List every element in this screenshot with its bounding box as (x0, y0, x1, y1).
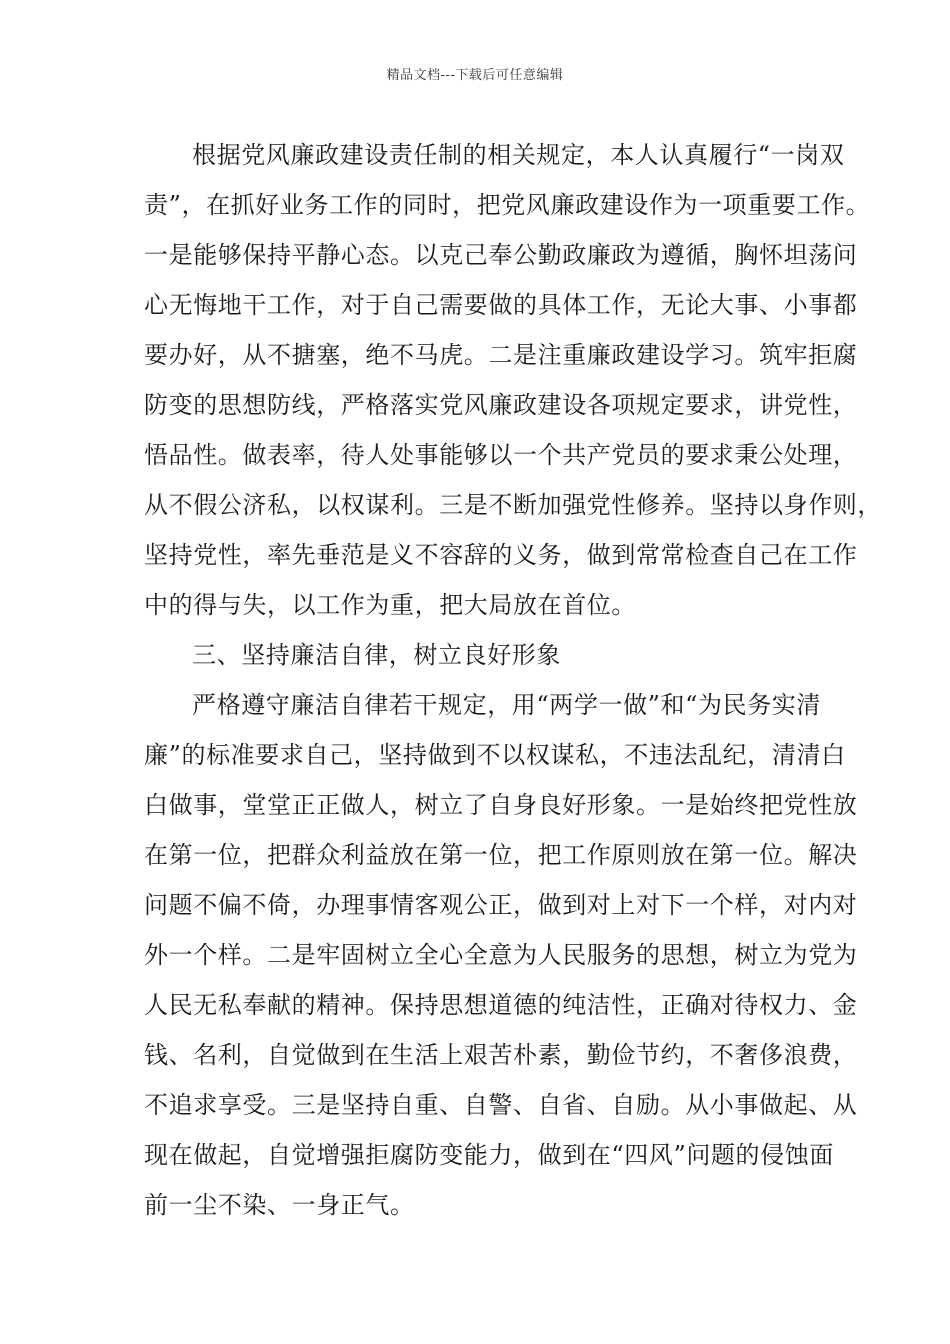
text-line: 中的得与失，以工作为重，把大局放在首位。 (144, 591, 636, 619)
text-line: 责”，在抓好业务工作的同时，把党风廉政建设作为一项重要工作。 (144, 191, 871, 219)
text-line: 心无悔地干工作，对于自己需要做的具体工作，无论大事、小事都 (144, 291, 858, 319)
text-line: 在第一位，把群众利益放在第一位，把工作原则放在第一位。解决 (144, 841, 858, 869)
text-line: 前一尘不染、一身正气。 (144, 1191, 415, 1219)
text-line: 要办好，从不搪塞，绝不马虎。二是注重廉政建设学习。筑牢拒腐 (144, 341, 858, 369)
text-line: 从不假公济私，以权谋利。三是不断加强党性修养。坚持以身作则， (144, 491, 882, 519)
section-heading: 三、坚持廉洁自律，树立良好形象 (192, 641, 561, 669)
text-line: 人民无私奉献的精神。保持思想道德的纯洁性，正确对待权力、金 (144, 991, 858, 1019)
text-line: 外一个样。二是牢固树立全心全意为人民服务的思想，树立为党为 (144, 941, 858, 969)
document-body (144, 130, 882, 1230)
text-line: 不追求享受。三是坚持自重、自警、自省、自励。从小事做起、从 (144, 1091, 858, 1119)
text-line: 悟品性。做表率，待人处事能够以一个共产党员的要求秉公处理， (144, 441, 858, 469)
page-header: 精品文档---下载后可任意编辑 (386, 68, 564, 83)
text-line: 钱、名利，自觉做到在生活上艰苦朴素，勤俭节约，不奢侈浪费， (144, 1041, 858, 1069)
text-line: 根据党风廉政建设责任制的相关规定，本人认真履行“一岗双 (192, 141, 845, 169)
text-line: 一是能够保持平静心态。以克己奉公勤政廉政为遵循，胸怀坦荡问 (144, 241, 858, 269)
text-line: 坚持党性，率先垂范是义不容辞的义务，做到常常检查自己在工作 (144, 541, 858, 569)
text-line: 廉”的标准要求自己，坚持做到不以权谋私，不违法乱纪，清清白 (144, 741, 846, 769)
text-line: 白做事，堂堂正正做人，树立了自身良好形象。一是始终把党性放 (144, 791, 858, 819)
text-line: 防变的思想防线，严格落实党风廉政建设各项规定要求，讲党性， (144, 391, 858, 419)
text-line: 现在做起，自觉增强拒腐防变能力，做到在“四风”问题的侵蚀面 (144, 1141, 834, 1169)
text-line: 问题不偏不倚，办理事情客观公正，做到对上对下一个样，对内对 (144, 891, 858, 919)
text-line: 严格遵守廉洁自律若干规定，用“两学一做”和“为民务实清 (192, 691, 822, 719)
